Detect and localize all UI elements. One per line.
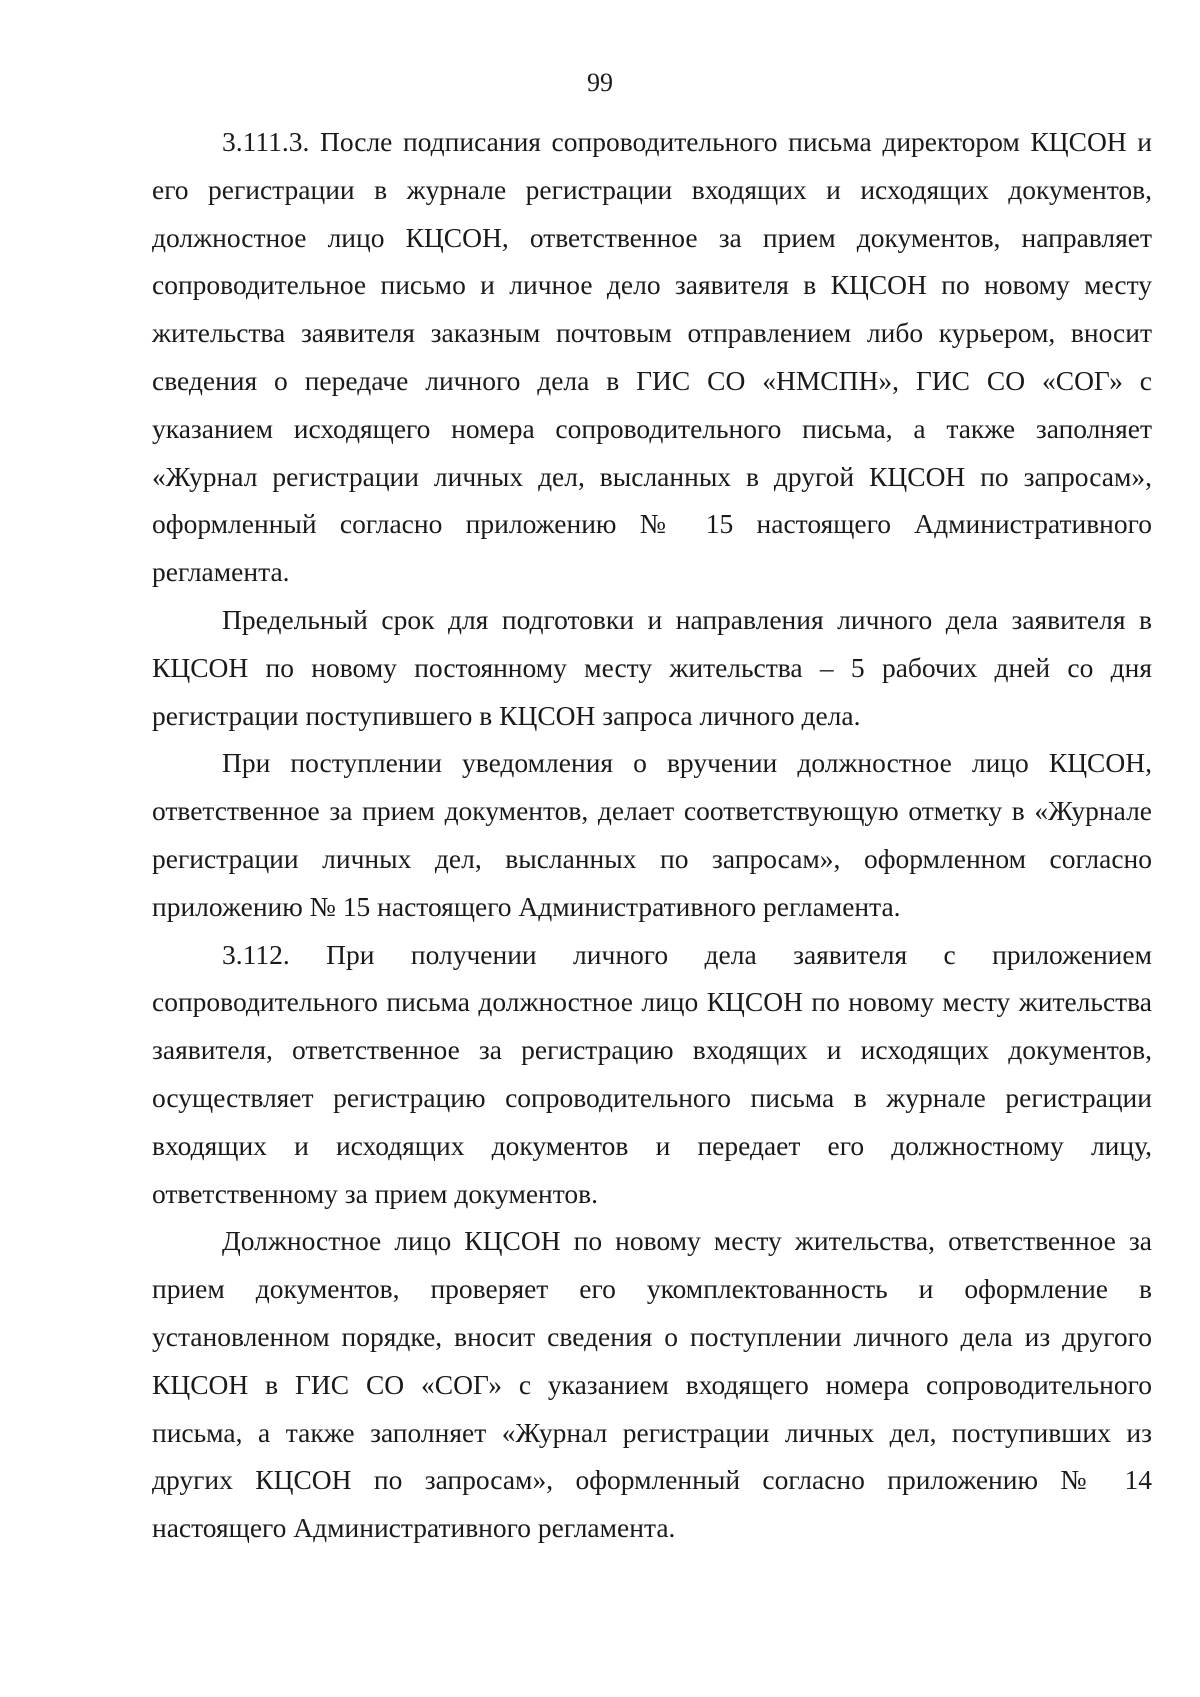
page-number: 99: [587, 68, 613, 97]
paragraph-3-112: 3.112. При получении личного дела заявителя с приложением сопроводительного письма должностное лицо КЦСОН по новому месту жительства заявителя, ответственное за регистрацию входящих и исходящих документов, осуществляет регистрацию сопроводительного письма в журнале регистрации входящих и исходящих документов и передает его должностному лицу, ответственному за прием документов.: [152, 938, 1152, 1209]
paragraph-3-111-3: 3.111.3. После подписания сопроводительного письма директором КЦСОН и его регистрации в журнале регистрации входящих и исходящих документов, должностное лицо КЦСОН, ответственное за прием документов, направляет сопроводительное письмо и личное дело заявителя в КЦСОН по новому месту жительства заявителя заказным почтовым отправлением либо курьером, вносит сведения о передаче личного дела в ГИС СО «НМСПН», ГИС СО «СОГ» с указанием исходящего номера сопроводительного письма, а также заполняет «Журнал регистрации личных дел, высланных в другой КЦСОН по запросам», оформленный согласно приложению № 15 настоящего Административного регламента.: [152, 126, 1152, 588]
paragraph-deadline: Предельный срок для подготовки и направления личного дела заявителя в КЦСОН по новому постоянному месту жительства – 5 рабочих дней со дня регистрации поступившего в КЦСОН запроса личного дела.: [152, 603, 1152, 731]
paragraph-registration: Должностное лицо КЦСОН по новому месту жительства, ответственное за прием документов, проверяет его укомплектованность и оформление в установленном порядке, вносит сведения о поступлении личного дела из другого КЦСОН в ГИС СО «СОГ» с указанием входящего номера сопроводительного письма, а также заполняет «Журнал регистрации личных дел, поступивших из других КЦСОН по запросам», оформленный согласно приложению № 14 настоящего Административного регламента.: [152, 1225, 1152, 1544]
document-body: [152, 118, 1152, 1552]
paragraph-delivery-notice: При поступлении уведомления о вручении должностное лицо КЦСОН, ответственное за прием документов, делает соответствующую отметку в «Журнале регистрации личных дел, высланных по запросам», оформленном согласно приложению № 15 настоящего Административного регламента.: [152, 747, 1152, 922]
